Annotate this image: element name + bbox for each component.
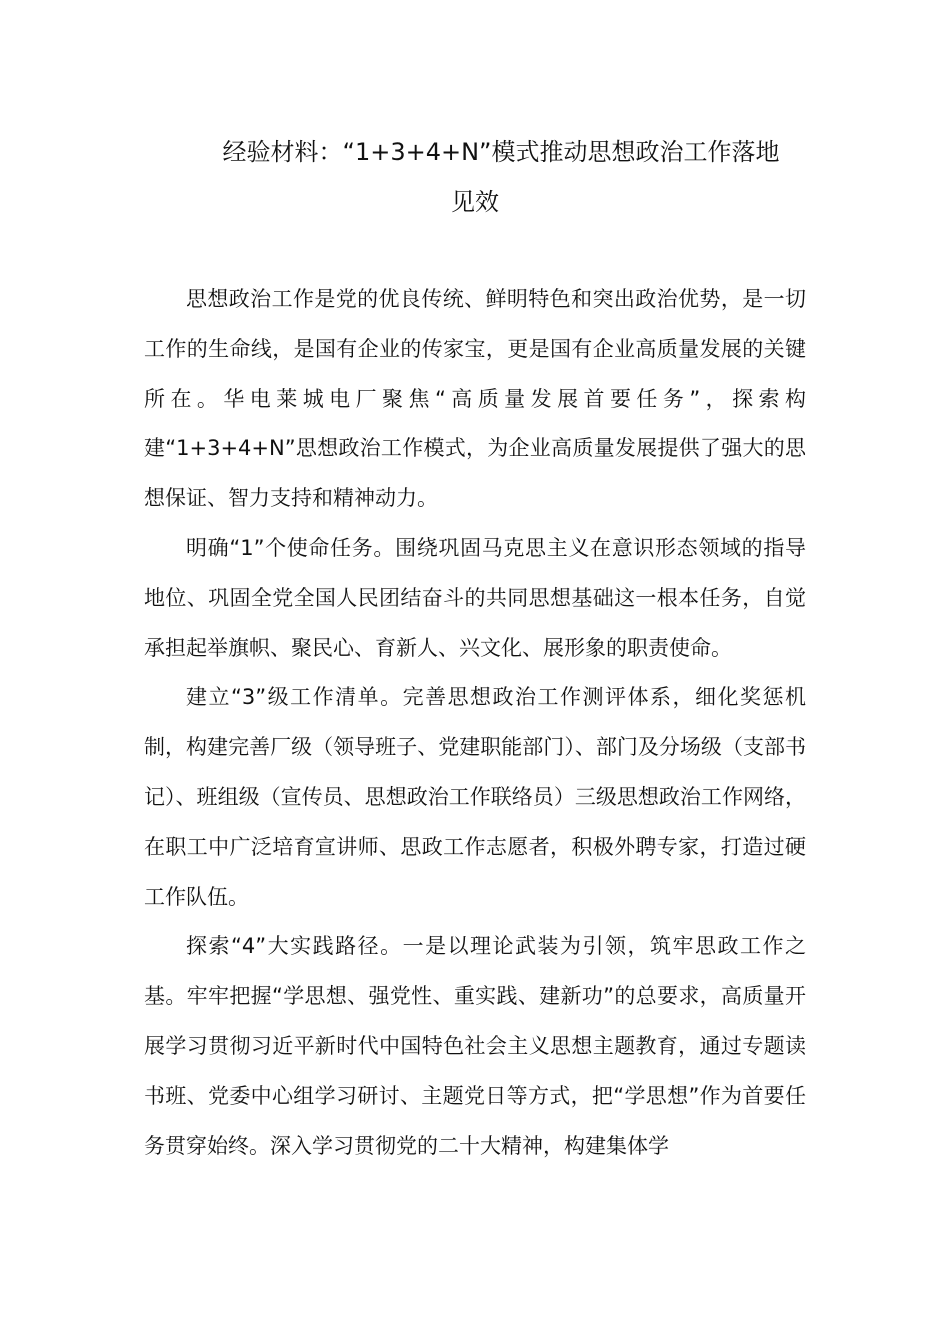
document-body	[144, 275, 806, 1171]
paragraph-mission: 明确“1”个使命任务。围绕巩固马克思主义在意识形态领域的指导地位、巩固全党全国人民团结奋斗的共同思想基础这一根本任务，自觉承担起举旗帜、聚民心、育新人、兴文化、展形象的职责使命。	[144, 535, 806, 660]
document-title-line-1: 经验材料：“1+3+4+N”模式推动思想政治工作落地	[222, 138, 780, 166]
paragraph-four-paths: 探索“4”大实践路径。一是以理论武装为引领，筑牢思政工作之基。牢牢把握“学思想、强党性、重实践、建新功”的总要求，高质量开展学习贯彻习近平新时代中国特色社会主义思想主题教育，通过专题读书班、党委中心组学习研讨、主题党日等方式，把“学思想”作为首要任务贯穿始终。深入学习贯彻党的二十大精神，构建集体学	[144, 934, 806, 1158]
paragraph-three-levels: 建立“3”级工作清单。完善思想政治工作测评体系，细化奖惩机制，构建完善厂级（领导班子、党建职能部门）、部门及分场级（支部书记）、班组级（宣传员、思想政治工作联络员）三级思想政治工作网络，在职工中广泛培育宣讲师、思政工作志愿者，积极外聘专家，打造过硬工作队伍。	[144, 685, 806, 909]
paragraph-intro: 思想政治工作是党的优良传统、鲜明特色和突出政治优势，是一切工作的生命线，是国有企业的传家宝，更是国有企业高质量发展的关键所在。华电莱城电厂聚焦“高质量发展首要任务”，探索构建“1+3+4+N”思想政治工作模式，为企业高质量发展提供了强大的思想保证、智力支持和精神动力。	[144, 287, 806, 511]
document-title-line-2: 见效	[451, 188, 499, 216]
